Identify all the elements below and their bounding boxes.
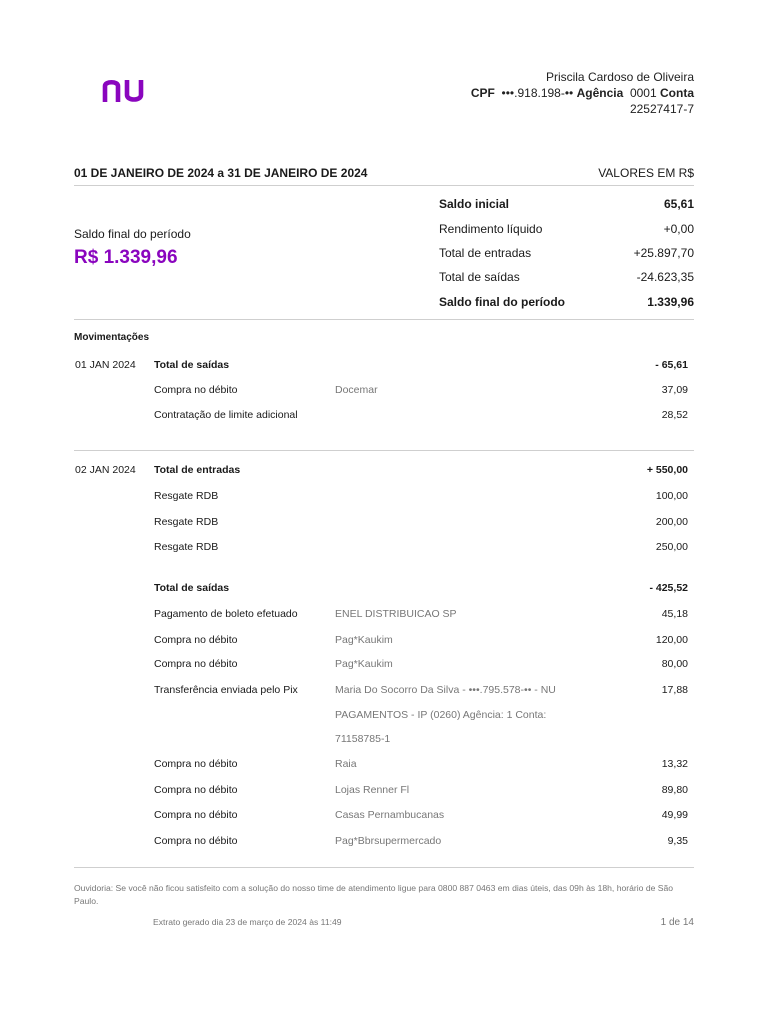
transaction-row: [74, 357, 694, 373]
tx-desc: Total de saídas: [154, 582, 230, 594]
tx-date: 01 JAN 2024: [75, 359, 136, 371]
summary-value: 1.339,96: [647, 294, 694, 309]
tx-desc: Compra no débito: [154, 835, 238, 847]
divider: [74, 319, 694, 320]
tx-desc: Total de entradas: [154, 464, 241, 476]
transaction-row: [74, 382, 694, 398]
transaction-row: [74, 782, 694, 798]
tx-desc: Compra no débito: [154, 658, 238, 670]
tx-detail: Maria Do Socorro Da Silva - •••.795.578-•• - NU: [335, 684, 556, 696]
transaction-row: [74, 407, 694, 423]
tx-value: 120,00: [655, 634, 688, 646]
tx-desc: Compra no débito: [154, 784, 238, 796]
tx-desc: Compra no débito: [154, 758, 238, 770]
transaction-row: [74, 656, 694, 672]
tx-detail: 71158785-1: [335, 733, 391, 745]
transaction-row: [74, 833, 694, 849]
transaction-row: [74, 707, 694, 723]
tx-value: 28,52: [661, 409, 688, 421]
conta-label: Conta: [660, 86, 694, 100]
summary-label: Rendimento líquido: [439, 221, 543, 236]
tx-value: 37,09: [661, 384, 688, 396]
summary-table: [439, 192, 694, 314]
tx-value: - 65,61: [655, 359, 688, 371]
transaction-row: [74, 807, 694, 823]
conta-value: 22527417-7: [629, 102, 694, 116]
tx-detail: ENEL DISTRIBUICAO SP: [335, 608, 457, 620]
tx-value: 13,32: [661, 758, 688, 770]
summary-label: Saldo inicial: [439, 197, 510, 212]
summary-label: Total de entradas: [439, 245, 532, 260]
tx-desc: Total de saídas: [154, 359, 230, 371]
account-holder-name: Priscila Cardoso de Oliveira: [545, 70, 694, 84]
summary-label: Total de saídas: [439, 270, 520, 285]
generated-date: Extrato gerado dia 23 de março de 2024 às 11:49: [153, 917, 342, 927]
transaction-row: [74, 632, 694, 648]
currency-note: VALORES EM R$: [598, 166, 694, 180]
period-row: [74, 162, 694, 184]
transaction-row: [74, 580, 694, 596]
cpf-label: CPF: [470, 86, 495, 100]
tx-value: 80,00: [661, 658, 688, 670]
transaction-row: [74, 756, 694, 772]
tx-value: + 550,00: [646, 464, 688, 476]
tx-desc: Compra no débito: [154, 809, 238, 821]
summary-row: [439, 216, 694, 240]
tx-detail: Lojas Renner Fl: [335, 784, 410, 796]
page-number: 1 de 14: [660, 917, 694, 928]
divider: [74, 185, 694, 186]
transaction-row: [74, 731, 694, 747]
tx-value: 89,80: [661, 784, 688, 796]
divider: [74, 450, 694, 451]
tx-value: 45,18: [661, 608, 688, 620]
transaction-row: [74, 682, 694, 698]
summary-label: Saldo final do período: [439, 294, 565, 309]
tx-value: - 425,52: [649, 582, 688, 594]
ouvidoria-note: Ouvidoria: Se você não ficou satisfeito com a solução do nosso time de atendimento ligue para 0800 887 0463 em dias úteis, das 09h às 18h, horário de São Paulo.: [74, 883, 674, 906]
tx-detail: Pag*Bbrsupermercado: [335, 835, 442, 847]
balance-value: R$ 1.339,96: [74, 247, 178, 268]
transaction-row: [74, 539, 694, 555]
movements-title: Movimentações: [74, 332, 150, 343]
tx-desc: Compra no débito: [154, 634, 238, 646]
summary-row: [439, 290, 694, 314]
transaction-row: [74, 606, 694, 622]
nu-logo: [102, 78, 148, 104]
tx-detail: Docemar: [335, 384, 378, 396]
tx-desc: Resgate RDB: [154, 541, 219, 553]
summary-row: [439, 192, 694, 216]
tx-desc: Transferência enviada pelo Pix: [154, 684, 298, 696]
account-info: [471, 69, 694, 117]
summary-value: 65,61: [663, 197, 694, 212]
summary-value: +0,00: [663, 221, 694, 236]
tx-desc: Contratação de limite adicional: [154, 409, 298, 421]
transaction-row: [74, 514, 694, 530]
agencia-value: 0001: [629, 86, 657, 100]
tx-detail: Pag*Kaukim: [335, 634, 393, 646]
divider: [74, 867, 694, 868]
balance-label: Saldo final do período: [74, 227, 191, 241]
tx-desc: Compra no débito: [154, 384, 238, 396]
transaction-row: [74, 488, 694, 504]
agencia-label: Agência: [576, 86, 624, 100]
tx-value: 200,00: [655, 516, 688, 528]
tx-desc: Pagamento de boleto efetuado: [154, 608, 298, 620]
tx-value: 100,00: [655, 490, 688, 502]
tx-value: 9,35: [667, 835, 688, 847]
summary-value: -24.623,35: [636, 270, 694, 285]
tx-desc: Resgate RDB: [154, 516, 219, 528]
summary-row: [439, 265, 694, 289]
tx-detail: Pag*Kaukim: [335, 658, 393, 670]
tx-value: 250,00: [655, 541, 688, 553]
tx-detail: Raia: [335, 758, 357, 770]
summary-value: +25.897,70: [633, 245, 694, 260]
cpf-value: •••.918.198-••: [501, 86, 574, 100]
tx-value: 49,99: [661, 809, 688, 821]
summary-row: [439, 241, 694, 265]
period-title: 01 DE JANEIRO DE 2024 a 31 DE JANEIRO DE 2024: [74, 166, 368, 180]
tx-detail: Casas Pernambucanas: [335, 809, 445, 821]
tx-desc: Resgate RDB: [154, 490, 219, 502]
tx-detail: PAGAMENTOS - IP (0260) Agência: 1 Conta:: [335, 709, 547, 721]
tx-date: 02 JAN 2024: [75, 464, 136, 476]
tx-value: 17,88: [661, 684, 688, 696]
transaction-row: [74, 462, 694, 478]
